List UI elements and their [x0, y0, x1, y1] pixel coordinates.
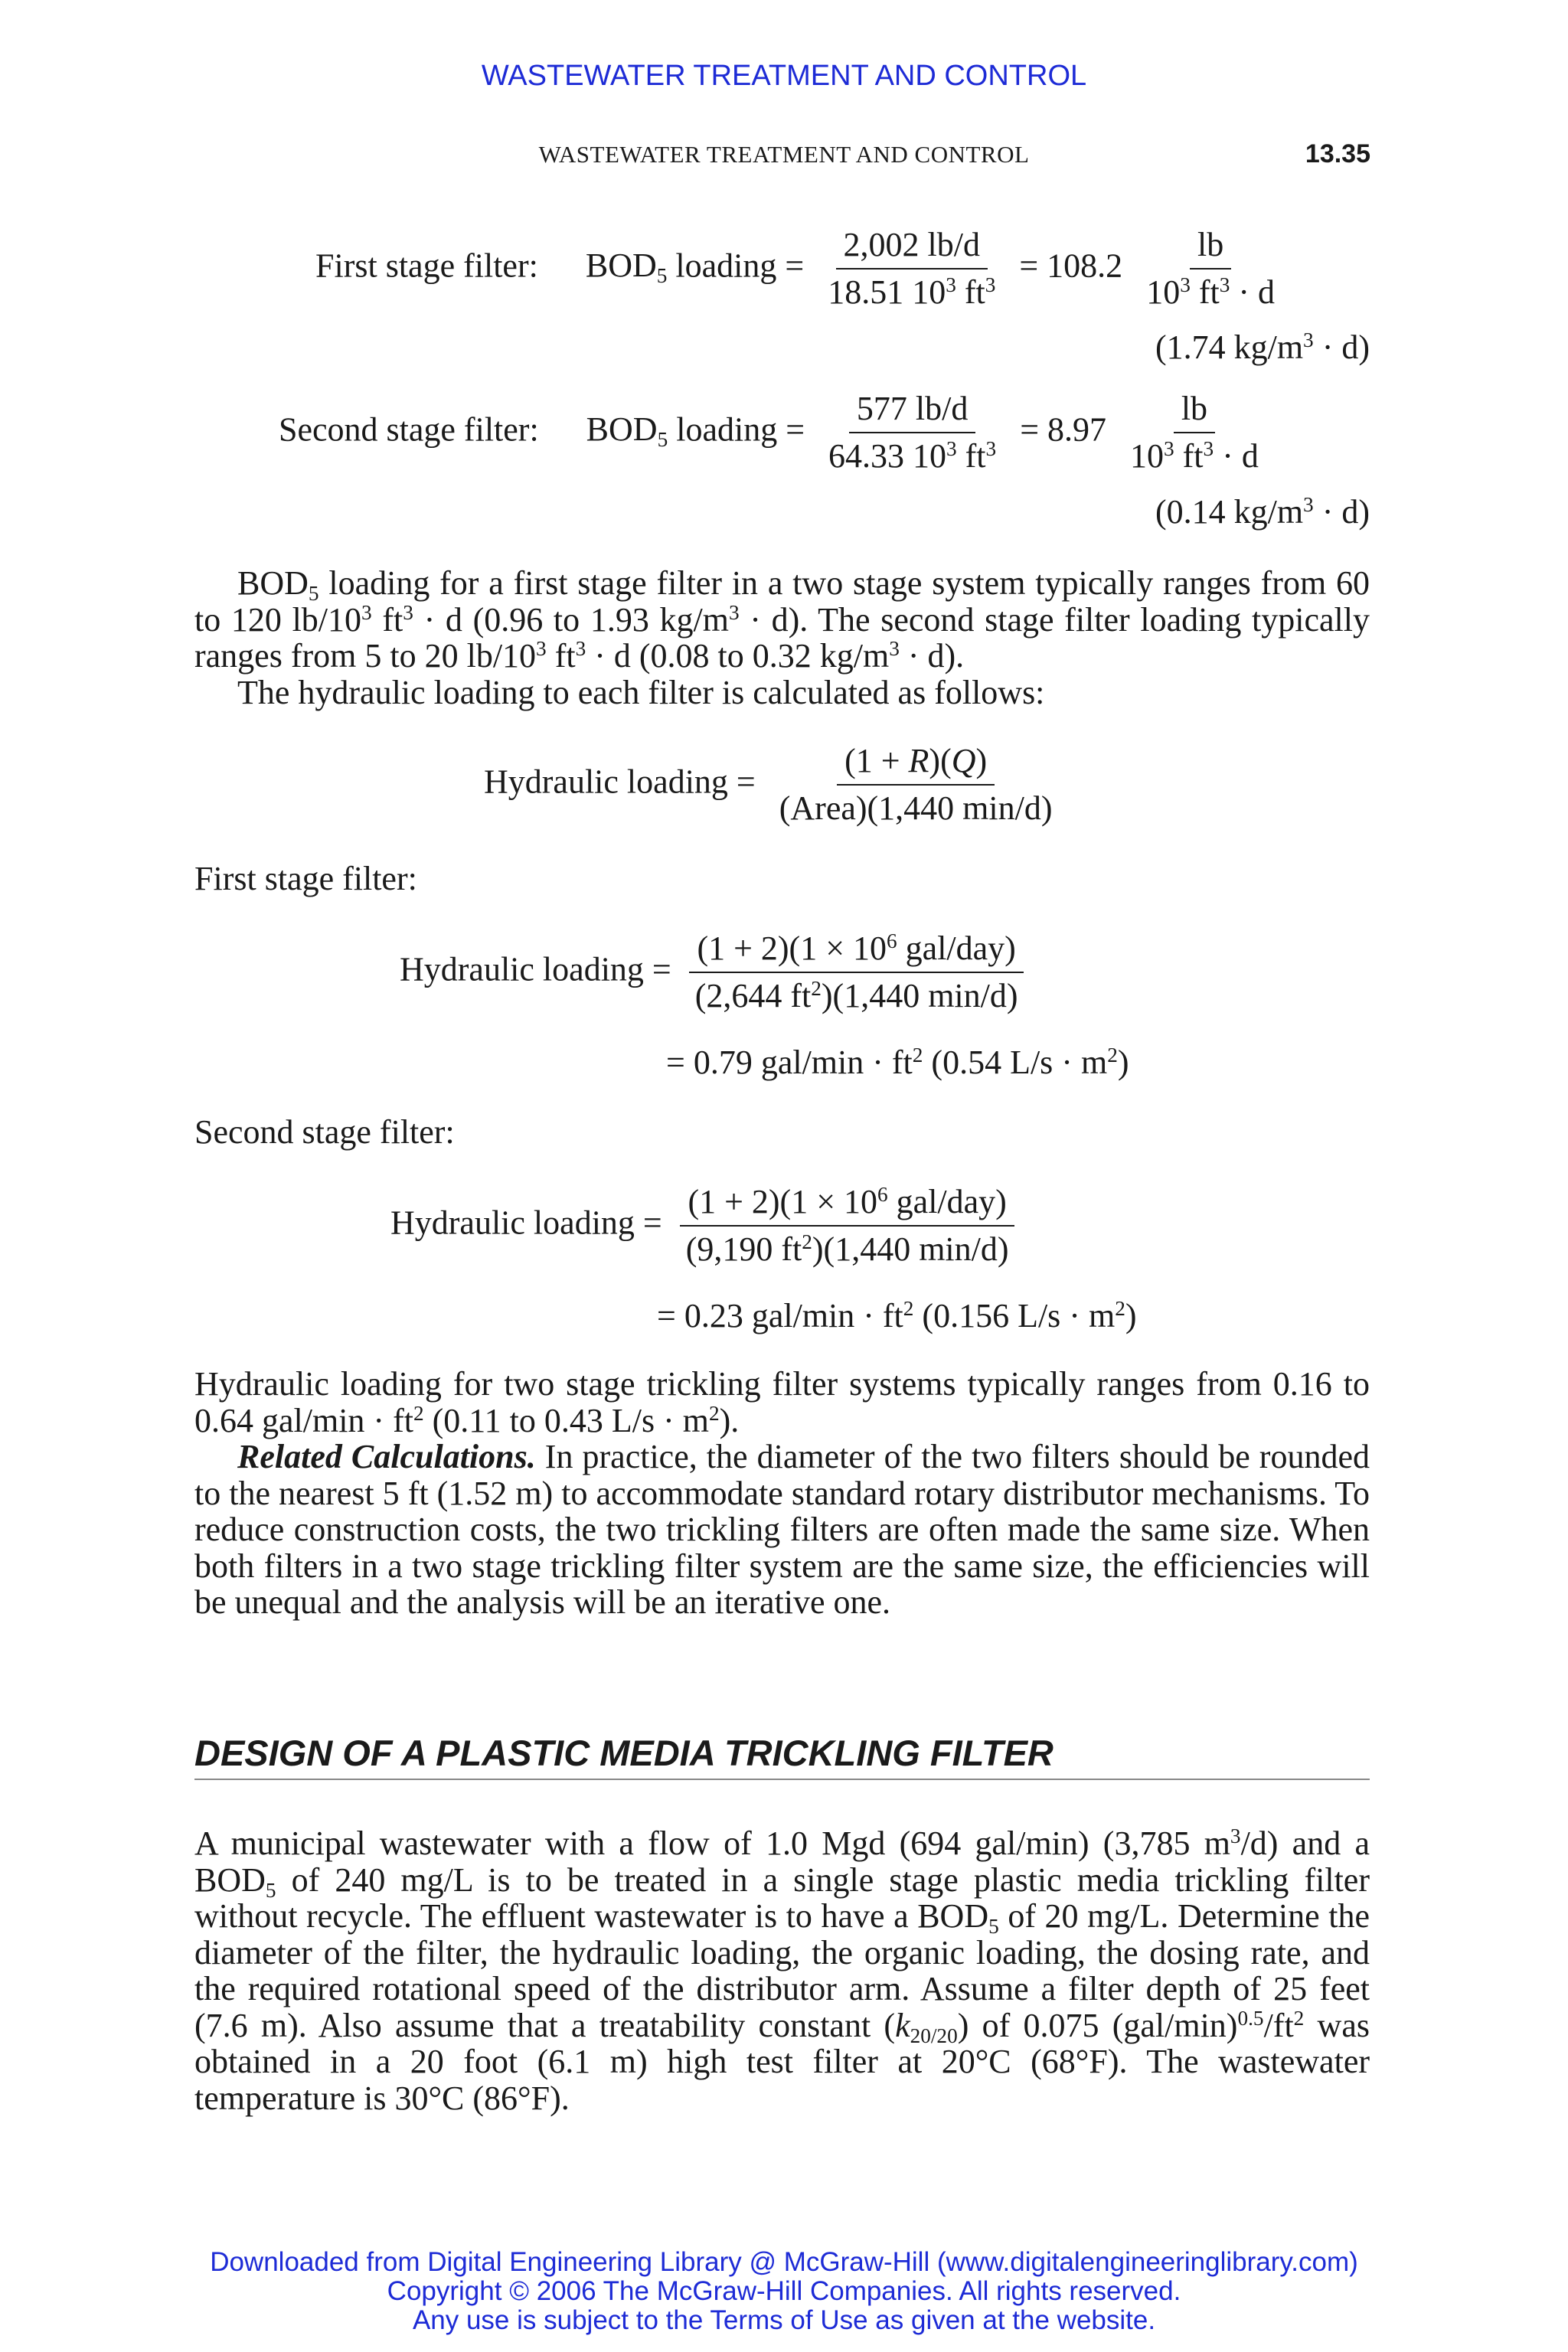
denominator: 18.51 $10^3$ $ft^3$ — [828, 273, 996, 312]
bod-symbol: $BOD_5$ — [585, 247, 668, 288]
bod-first-equation — [315, 227, 1290, 312]
footer-copyright: Copyright © 2006 The McGraw-Hill Companies. All rights reserved. — [387, 2276, 1181, 2306]
equation-lhs: loading = — [676, 410, 805, 449]
bod-symbol: $BOD_5$ — [586, 410, 668, 452]
unit-fraction: $\frac{lb}{10^3 ft^3 \cdot d}$ — [1146, 226, 1276, 312]
hydraulic-first-result: = 0.79 $gal/\min \cdot ft^2$ (0.54 $L/s \cdot m^2$) — [666, 1044, 1129, 1081]
hydraulic-intro: The hydraulic loading to each filter is calculated as follows: — [237, 673, 1045, 711]
hydraulic-general-equation: Hydraulic loading = $\frac{(1 + R)(Q)}{\text{(Area)(1,440 min/d)}}$ — [484, 743, 1068, 828]
section-heading: DESIGN OF A PLASTIC MEDIA TRICKLING FILTER — [194, 1732, 1370, 1780]
equation-value: = 108.2 — [1019, 247, 1123, 285]
page-number: 13.35 — [1305, 139, 1370, 168]
banner-title: WASTEWATER TREATMENT AND CONTROL — [481, 60, 1087, 92]
unit-fraction: $\frac{lb}{10^3 ft^3 \cdot d}$ — [1130, 390, 1259, 475]
equation-lhs: loading = — [675, 247, 805, 285]
fraction — [820, 227, 1003, 312]
footer — [0, 2248, 1568, 2335]
fraction: $\frac{(1 + 2)(1 \times 10^6 gal/day)}{(2,644 ft^2)(1,440 \min/d)}$ — [688, 930, 1026, 1015]
equation-label: First stage filter: — [315, 247, 538, 285]
related-calculations-title: Related Calculations. — [237, 1438, 536, 1475]
bod-second-equation — [279, 390, 1274, 475]
bod-loading-paragraph: $BOD_5$ loading for a first stage filter in a two stage system typically ranges from 60 to 120 $lb/10^3$ $ft^3 \cdot d$ (0.96 to 1.93 $kg/m^3 \cdot d$). The second stage filter loading typically ranges from 5 to 20 $lb/10^3$ $ft^3 \cdot d$ (0.08 to 0.32 $kg/m^3 \cdot d$). The hydraulic loading to each filter is calculated as follows: — [194, 564, 1370, 711]
hydraulic-first-equation: Hydraulic loading = $\frac{(1 + 2)(1 \times 10^6 gal/day)}{(2,644 ft^2)(1,440 \min/d)}$ — [400, 930, 1034, 1015]
hydraulic-second-equation: Hydraulic loading = $\frac{(1 + 2)(1 \times 10^6 gal/day)}{(9,190 ft^2)(1,440 \min/d)}$ — [390, 1184, 1024, 1269]
numerator: 2,002 lb/d — [836, 227, 988, 270]
running-head: WASTEWATER TREATMENT AND CONTROL — [538, 141, 1030, 168]
bod-first-si: (1.74 $kg/m^3 \cdot d$) — [1155, 328, 1370, 366]
bod-second-si: (0.14 $kg/m^3 \cdot d$) — [1155, 493, 1370, 531]
design-paragraph: A municipal wastewater with a flow of 1.0 Mgd (694 gal/min) (3,785 $m^3/d$) and a $BOD_5$ of 240 mg/L is to be treated in a single stage plastic media trickling filter without recycle. The effluent wastewater is to have a $BOD_5$ of 20 mg/L. Determine the diameter of the filter, the hydraulic loading, the organic loading, the dosing rate, and the required rotational speed of the distributor arm. Assume a filter depth of 25 feet (7.6 m). Also assume that a treatability constant $(k_{20/20})$ of 0.075 $(gal/\min)^{0.5}/ft^2$ was obtained in a 20 foot (6.1 m) high test filter at 20°C (68°F). The wastewater temperature is 30°C (86°F). — [194, 1824, 1370, 2117]
first-stage-label: First stage filter: — [194, 860, 417, 897]
hydraulic-range-paragraph: Hydraulic loading for two stage trickling filter systems typically ranges from 0.16 to 0.64 $gal/\min \cdot ft^2$ (0.11 to 0.43 $L/s \cdot m^2$). Related Calculations. In practice, the diameter of the two filters should be rounded to the nearest 5 ft (1.52 m) to accommodate standard rotary distributor mechanisms. To reduce construction costs, the two trickling filters are often made the same size. When both filters in a two stage trickling filter system are the same size, the efficiencies will be unequal and the analysis will be an iterative one. — [194, 1365, 1370, 1621]
equation-label: Second stage filter: — [279, 410, 539, 449]
related-calculations: Related Calculations. In practice, the diameter of the two filters should be rounded to the nearest 5 ft (1.52 m) to accommodate standard rotary distributor mechanisms. To reduce construction costs, the two trickling filters are often made the same size. When both filters in a two stage trickling filter system are the same size, the efficiencies will be unequal and the analysis will be an iterative one. — [194, 1438, 1370, 1621]
fraction: $\frac{(1 + 2)(1 \times 10^6 gal/day)}{(9,190 ft^2)(1,440 \min/d)}$ — [678, 1184, 1017, 1269]
footer-terms: Any use is subject to the Terms of Use as given at the website. — [412, 2305, 1156, 2335]
denominator: 64.33 $10^3$ $ft^3$ — [828, 437, 997, 475]
fraction — [821, 390, 1004, 475]
hydraulic-second-result: = 0.23 $gal/\min \cdot ft^2$ (0.156 $L/s \cdot m^2$) — [657, 1297, 1137, 1334]
numerator: 577 lb/d — [849, 390, 975, 433]
second-stage-label: Second stage filter: — [194, 1113, 455, 1151]
equation-value: = 8.97 — [1020, 410, 1107, 449]
footer-download-link[interactable]: Downloaded from Digital Engineering Library @ McGraw-Hill (www.digitalengineeringlibrary.com) — [210, 2247, 1358, 2277]
fraction: $\frac{(1 + R)(Q)}{\text{(Area)(1,440 min/d)}}$ — [779, 742, 1053, 828]
